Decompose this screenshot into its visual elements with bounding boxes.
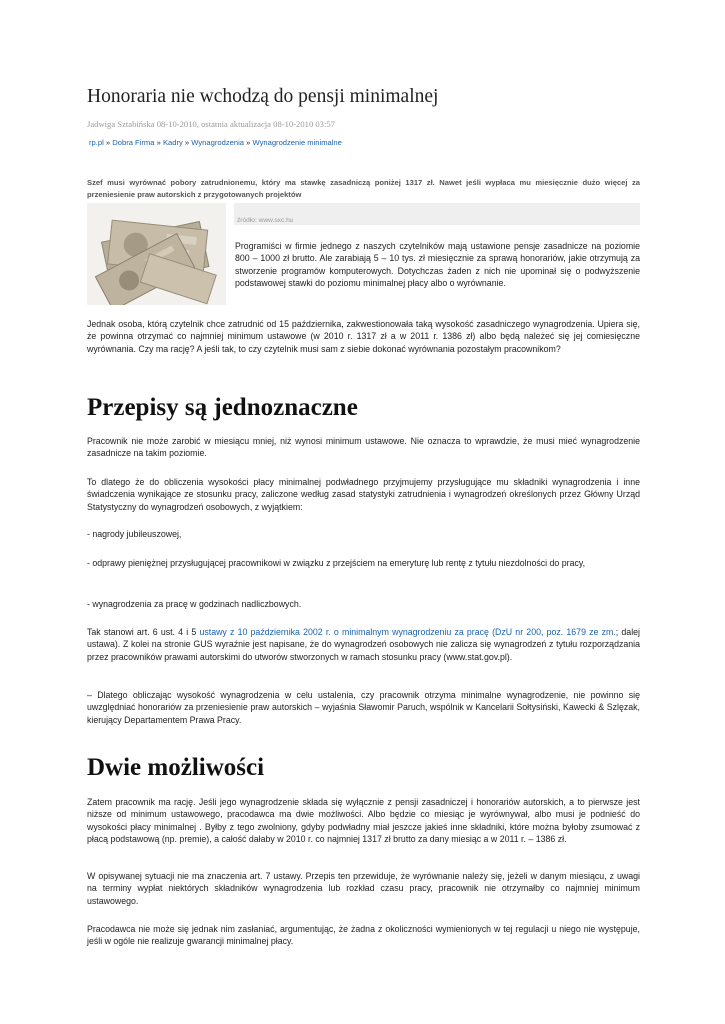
breadcrumb-separator: » <box>156 138 161 147</box>
breadcrumb-separator: » <box>246 138 251 147</box>
law-link[interactable]: ustawy z 10 października 2002 r. o minimalnym wynagrodzeniu za pracę (DzU nr 200, poz. 1679 ze zm. <box>199 627 616 637</box>
breadcrumb-link-wynagrodzenie-minimalne[interactable]: Wynagrodzenie minimalne <box>252 138 342 147</box>
article-byline: Jadwiga Sztabińska 08-10-2010, ostatnia aktualizacja 08-10-2010 03:57 <box>87 119 335 129</box>
breadcrumb-link-rp[interactable]: rp.pl <box>89 138 104 147</box>
intro-paragraph-2: Jednak osoba, którą czytelnik chce zatrudnić od 15 października, zakwestionowała taką wysokość zasadniczego wynagrodzenia. Upiera się, że powinna otrzymać co najmniej minimum ustawowe (w 2010 r. 1317 zł a w 2011 r. 1386 zł) albo będą należeć się jej comiesięczne wyrównania. Czy ma rację? A jeśli tak, to czy czytelnik musi sam z siebie dokonać wyrównania pozostałym pracownikom? <box>87 319 640 354</box>
section1-paragraph-4: – Dlatego obliczając wysokość wynagrodzenia w celu ustalenia, czy pracownik otrzyma minimalne wynagrodzenie, nie powinno się uwzględniać honorariów za przeniesienie praw autorskich – wyjaśnia Sławomir Paruch, wspólnik w Kancelarii Sołtysiński, Kawecki & Szlęzak, kierujący Departamentem Prawa Pracy. <box>87 690 640 725</box>
section1-paragraph-3 <box>87 626 640 663</box>
article-lead: Szef musi wyrównać pobory zatrudnionemu, który ma stawkę zasadniczą poniżej 1317 zł. Nawet jeśli wypłaca mu miesięcznie dużo więcej za przeniesienie praw autorskich z przygotowanych projektów <box>87 178 640 199</box>
list-item-3: - wynagrodzenia za pracę w godzinach nadliczbowych. <box>87 599 302 609</box>
breadcrumb-separator: » <box>105 138 111 147</box>
list-item-1: - nagrody jubileuszowej, <box>87 529 182 539</box>
list-item-2: - odprawy pieniężnej przysługującej pracownikowi w związku z przejściem na emeryturę lub rentę z tytułu niezdolności do pracy, <box>87 558 586 568</box>
breadcrumb-link-dobra-firma[interactable]: Dobra Firma <box>112 138 155 147</box>
p3-text-before: Tak stanowi art. 6 ust. 4 i 5 <box>87 627 200 637</box>
section1-paragraph-2: To dlatego że do obliczenia wysokości płacy minimalnej podwładnego przyjmujemy przysługujące mu składniki wynagrodzenia i inne świadczenia wynikające ze stosunku pracy, zaliczone według zasad statystyki zatrudnienia i wynagrodzeń określonych przez Główny Urząd Statystyczny do wynagrodzeń osobowych, z wyjątkiem: <box>87 477 640 512</box>
banknotes-photo <box>87 203 226 305</box>
intro-paragraph-1: Programiści w firmie jednego z naszych czytelników mają ustawione pensje zasadnicze na poziomie 800 – 1000 zł brutto. Ale zarabiają 5 – 10 tys. zł miesięcznie za sprawą honorariów, jakie otrzymują za stworzenie programów komputerowych. Dotychczas żaden z nich nie upominał się o podwyższenie podstawowej stawki do poziomu minimalnej płacy albo o wyrównanie. <box>235 241 640 289</box>
p3-text-after: ; dalej ustawa). Z kolei na stronie GUS wyraźnie jest napisane, że do wynagrodzeń osobowych nie zalicza się wynagrodzeń z tytułu rozporządzania przez pracowników prawami autorskimi do utworów stworzonych w ramach stosunku pracy (www.stat.gov.pl). <box>87 627 641 662</box>
section1-paragraph-1: Pracownik nie może zarobić w miesiącu mniej, niż wynosi minimum ustawowe. Nie oznacza to wprawdzie, że musi mieć wynagrodzenie zasadnicze na takim poziomie. <box>87 436 640 459</box>
photo-source-bar <box>234 203 640 225</box>
breadcrumb-link-kadry[interactable]: Kadry <box>162 138 183 147</box>
section2-paragraph-2: W opisywanej sytuacji nie ma znaczenia art. 7 ustawy. Przepis ten przewiduje, że wyrównanie należy się, jeżeli w danym miesiącu, z uwagi na terminy wypłat niektórych składników wynagrodzenia lub rozkład czasu pracy, pracownik nie otrzymałby co najmniej minimum ustawowego. <box>87 871 640 906</box>
article-title: Honoraria nie wchodzą do pensji minimalnej <box>87 86 439 107</box>
breadcrumb-separator: » <box>184 138 190 147</box>
section-heading-przepisy: Przepisy są jednoznaczne <box>87 394 358 421</box>
section-heading-dwie-mozliwosci: Dwie możliwości <box>87 754 265 781</box>
section2-paragraph-1: Zatem pracownik ma rację. Jeśli jego wynagrodzenie składa się wyłącznie z pensji zasadniczej i honorariów autorskich, a to pierwsze jest niższe od minimum ustawowego, pracodawca ma dwie możliwości. Albo będzie co miesiąc je wyrównywał, albo musi je podnieść do wysokości płacy minimalnej . Byłby z tego zwolniony, gdyby podwładny miał jeszcze jakieś inne składniki, które można byłoby zsumować z płacą podstawową (np. premie), a całość dałaby w 2010 r. co najmniej 1317 zł brutto za dany miesiąc a w 2011 r. – 1386 zł. <box>87 797 640 845</box>
breadcrumb-link-wynagrodzenia[interactable]: Wynagrodzenia <box>191 138 244 147</box>
section2-paragraph-3: Pracodawca nie może się jednak nim zasłaniać, argumentując, że żadna z okoliczności wymienionych w tej regulacji u niego nie występuje, jeśli w ogóle nie realizuje gwarancji minimalnej płacy. <box>87 924 640 947</box>
breadcrumb <box>89 138 342 147</box>
photo-source: źródło: www.sxc.hu <box>237 217 294 224</box>
